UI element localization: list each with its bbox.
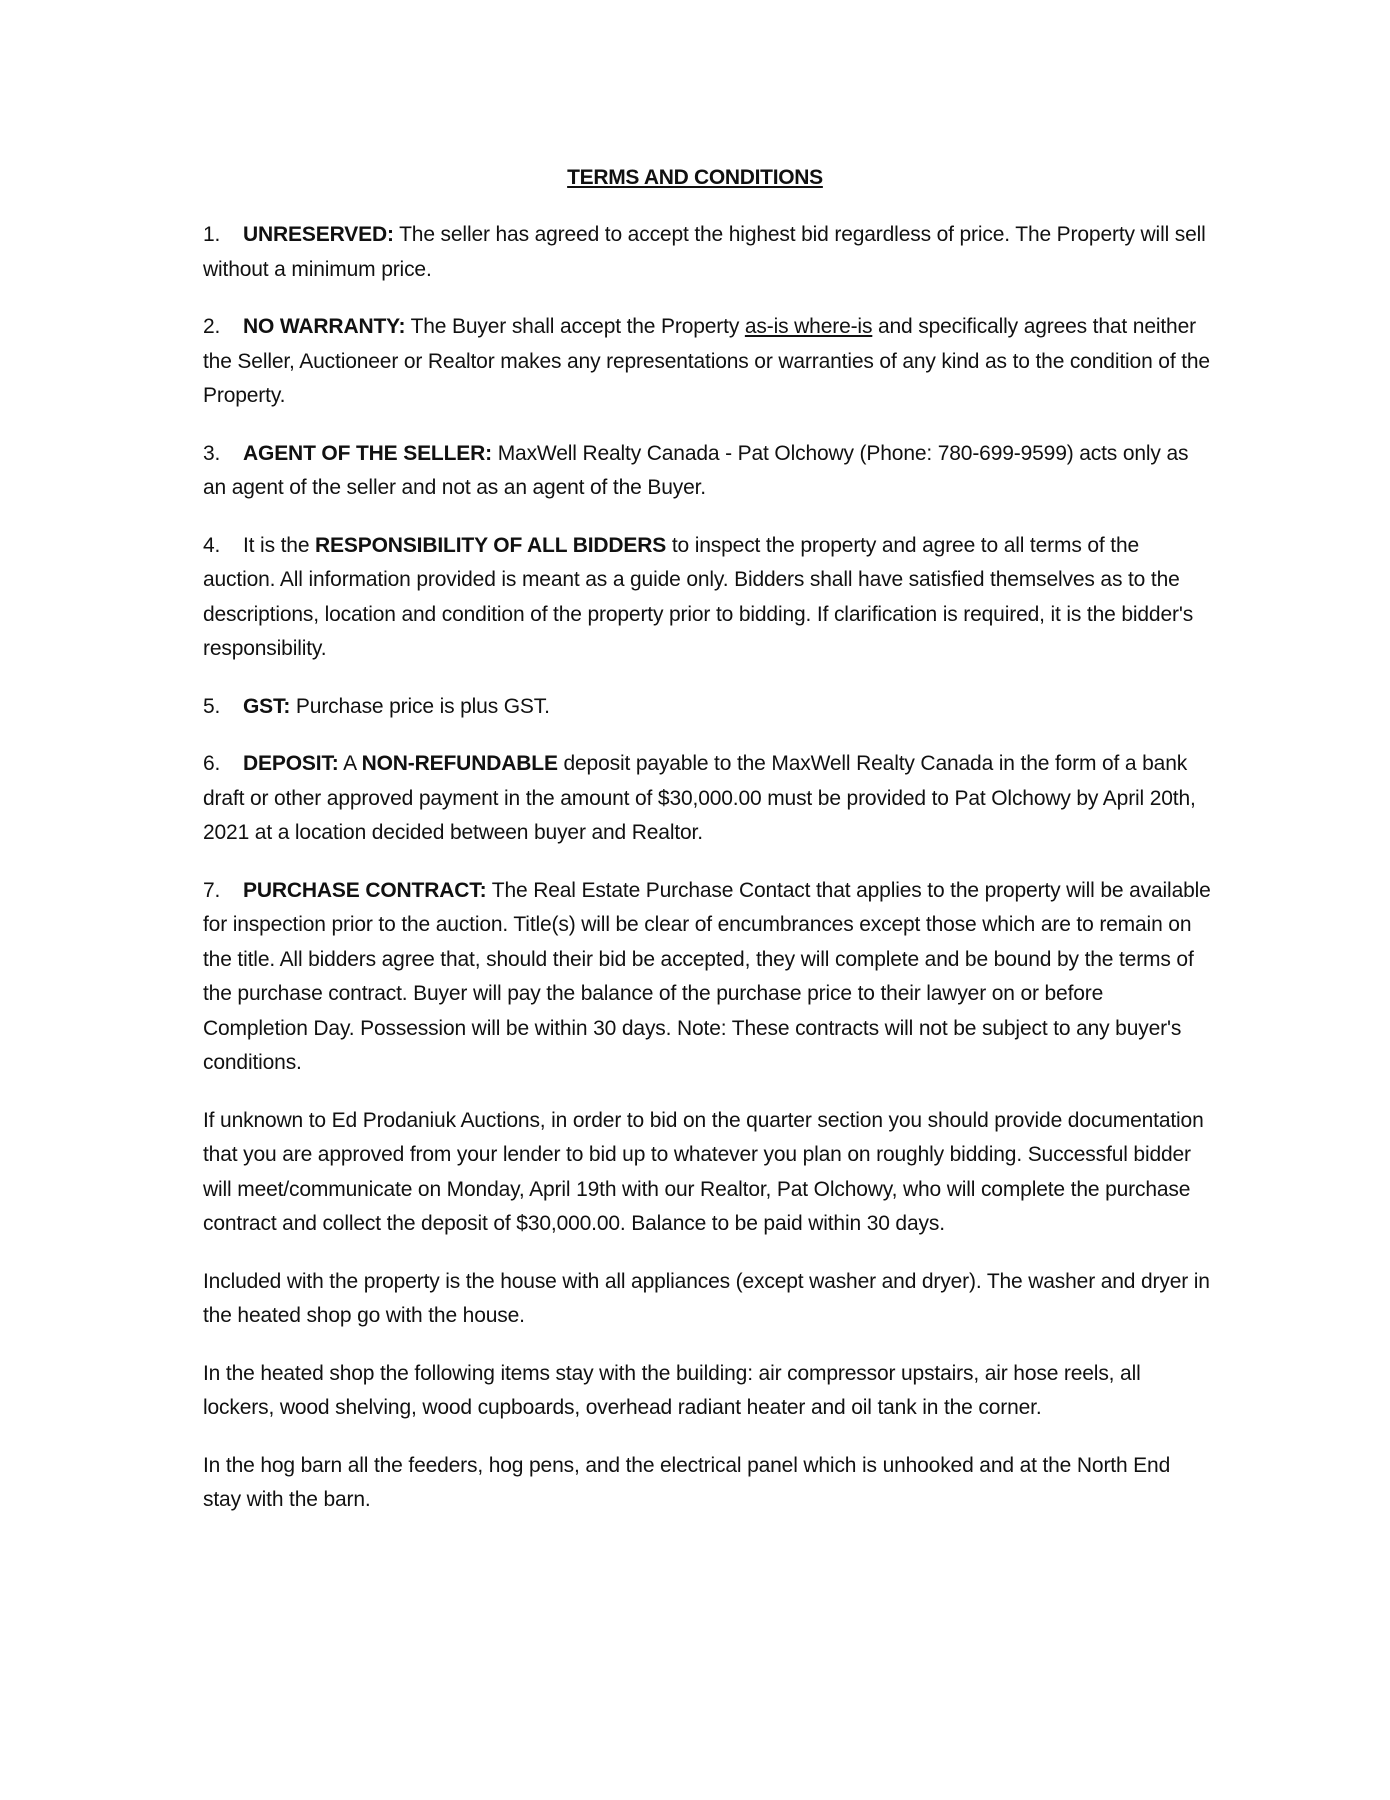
term-item-no-warranty <box>203 310 1213 414</box>
term-label: GST: <box>243 694 291 718</box>
paragraph-bidder-approval: If unknown to Ed Prodaniuk Auctions, in order to bid on the quarter section you should provide documentation that you are approved from your lender to bid up to whatever you plan on roughly bidding. Successful bidder will meet/communicate on Monday, April 19th with our Realtor, Pat Olchowy, who will complete the purchase contract and collect the deposit of $30,000.00. Balance to be paid within 30 days. <box>203 1108 1204 1235</box>
term-emphasis: NON-REFUNDABLE <box>361 752 558 775</box>
term-label: NO WARRANTY: <box>243 315 406 338</box>
term-label: RESPONSIBILITY OF ALL BIDDERS <box>315 533 667 557</box>
term-label: DEPOSIT: <box>243 752 339 775</box>
term-number: 7. <box>203 878 221 902</box>
paragraph-house-appliances: Included with the property is the house with all appliances (except washer and dryer). The washer and dryer in the heated shop go with the house. <box>203 1269 1210 1327</box>
term-text: The Buyer shall accept the Property <box>405 315 745 338</box>
term-text: It is the <box>243 533 316 557</box>
term-text: The Real Estate Purchase Contact that applies to the property will be available for inspection prior to the auction. Title(s) will be clear of encumbrances except those which are to remain on the title. All bidders agree that, should their bid be accepted, they will complete and be bound by the terms of the purchase contract. Buyer will pay the balance of the purchase price to their lawyer on or before Completion Day. Possession will be within 30 days. Note: These contracts will not be subject to any buyer's conditions. <box>203 878 1211 1074</box>
underlined-phrase: as-is where-is <box>744 315 873 338</box>
term-item-responsibility <box>203 529 1213 667</box>
page-title: TERMS AND CONDITIONS <box>567 166 823 189</box>
term-item-agent-of-seller <box>203 437 1213 506</box>
term-item-deposit <box>203 747 1213 851</box>
term-number: 3. <box>203 441 221 465</box>
term-text: MaxWell Realty Canada - Pat Olchowy (Phone: 780-699-9599) acts only as an agent of the seller and not as an agent of the Buyer. <box>203 441 1189 499</box>
term-text: deposit payable to the MaxWell Realty Canada in the form of a bank draft or other approved payment in the amount of $30,000.00 must be provided to Pat Olchowy by April 20th, 2021 at a location decided between buyer and Realtor. <box>203 752 1196 844</box>
term-number: 4. <box>203 533 221 557</box>
term-number: 1. <box>203 223 221 246</box>
term-item-unreserved <box>203 218 1213 287</box>
term-number: 6. <box>203 752 221 775</box>
term-text: Purchase price is plus GST. <box>290 694 550 718</box>
paragraph-hog-barn: In the hog barn all the feeders, hog pens, and the electrical panel which is unhooked and at the North End stay with the barn. <box>203 1453 1171 1511</box>
term-label: PURCHASE CONTRACT: <box>243 878 487 902</box>
document-body <box>203 218 1213 1541</box>
term-item-purchase-contract <box>203 874 1213 1081</box>
term-number: 5. <box>203 694 221 718</box>
term-number: 2. <box>203 315 221 338</box>
paragraph-heated-shop: In the heated shop the following items stay with the building: air compressor upstairs, air hose reels, all lockers, wood shelving, wood cupboards, overhead radiant heater and oil tank in the corner. <box>203 1361 1141 1419</box>
term-text: and specifically agrees that neither the Seller, Auctioneer or Realtor makes any representations or warranties of any kind as to the condition of the Property. <box>203 315 1210 407</box>
term-text: A <box>338 752 362 775</box>
term-text: to inspect the property and agree to all terms of the auction. All information provided is meant as a guide only. Bidders shall have satisfied themselves as to the descriptions, location and condition of the property prior to bidding. If clarification is required, it is the bidder's responsibility. <box>203 533 1194 660</box>
term-label: UNRESERVED: <box>243 223 394 246</box>
term-text: The seller has agreed to accept the highest bid regardless of price. The Property will sell without a minimum price. <box>203 223 1206 281</box>
term-item-gst <box>203 690 1213 725</box>
term-label: AGENT OF THE SELLER: <box>243 441 493 465</box>
